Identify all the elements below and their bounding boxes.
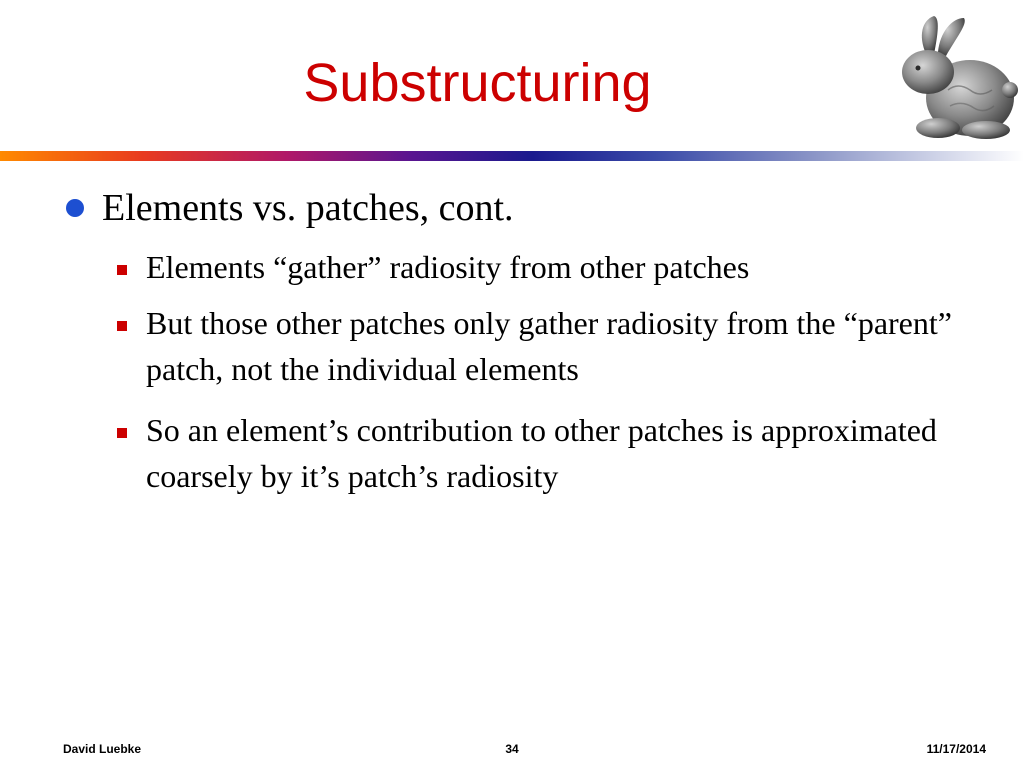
- bullet-dot-icon: [66, 199, 84, 217]
- footer-author: David Luebke: [63, 742, 142, 756]
- bullet-square-icon: [117, 265, 127, 275]
- slide-title: Substructuring: [303, 53, 652, 113]
- bullet-square-icon: [117, 428, 127, 438]
- bullet-level2: But those other patches only gather radiosity from the “parent” patch, not the individual elements: [146, 305, 952, 387]
- bullet-level2: So an element’s contribution to other patches is approximated coarsely by it’s patch’s radiosity: [146, 412, 937, 494]
- bullet-level1: Elements vs. patches, cont.: [102, 187, 514, 229]
- footer-page-number: 34: [505, 742, 519, 756]
- bullet-square-icon: [117, 321, 127, 331]
- bullet-level2: Elements “gather” radiosity from other patches: [146, 249, 750, 285]
- footer-date: 11/17/2014: [926, 742, 986, 756]
